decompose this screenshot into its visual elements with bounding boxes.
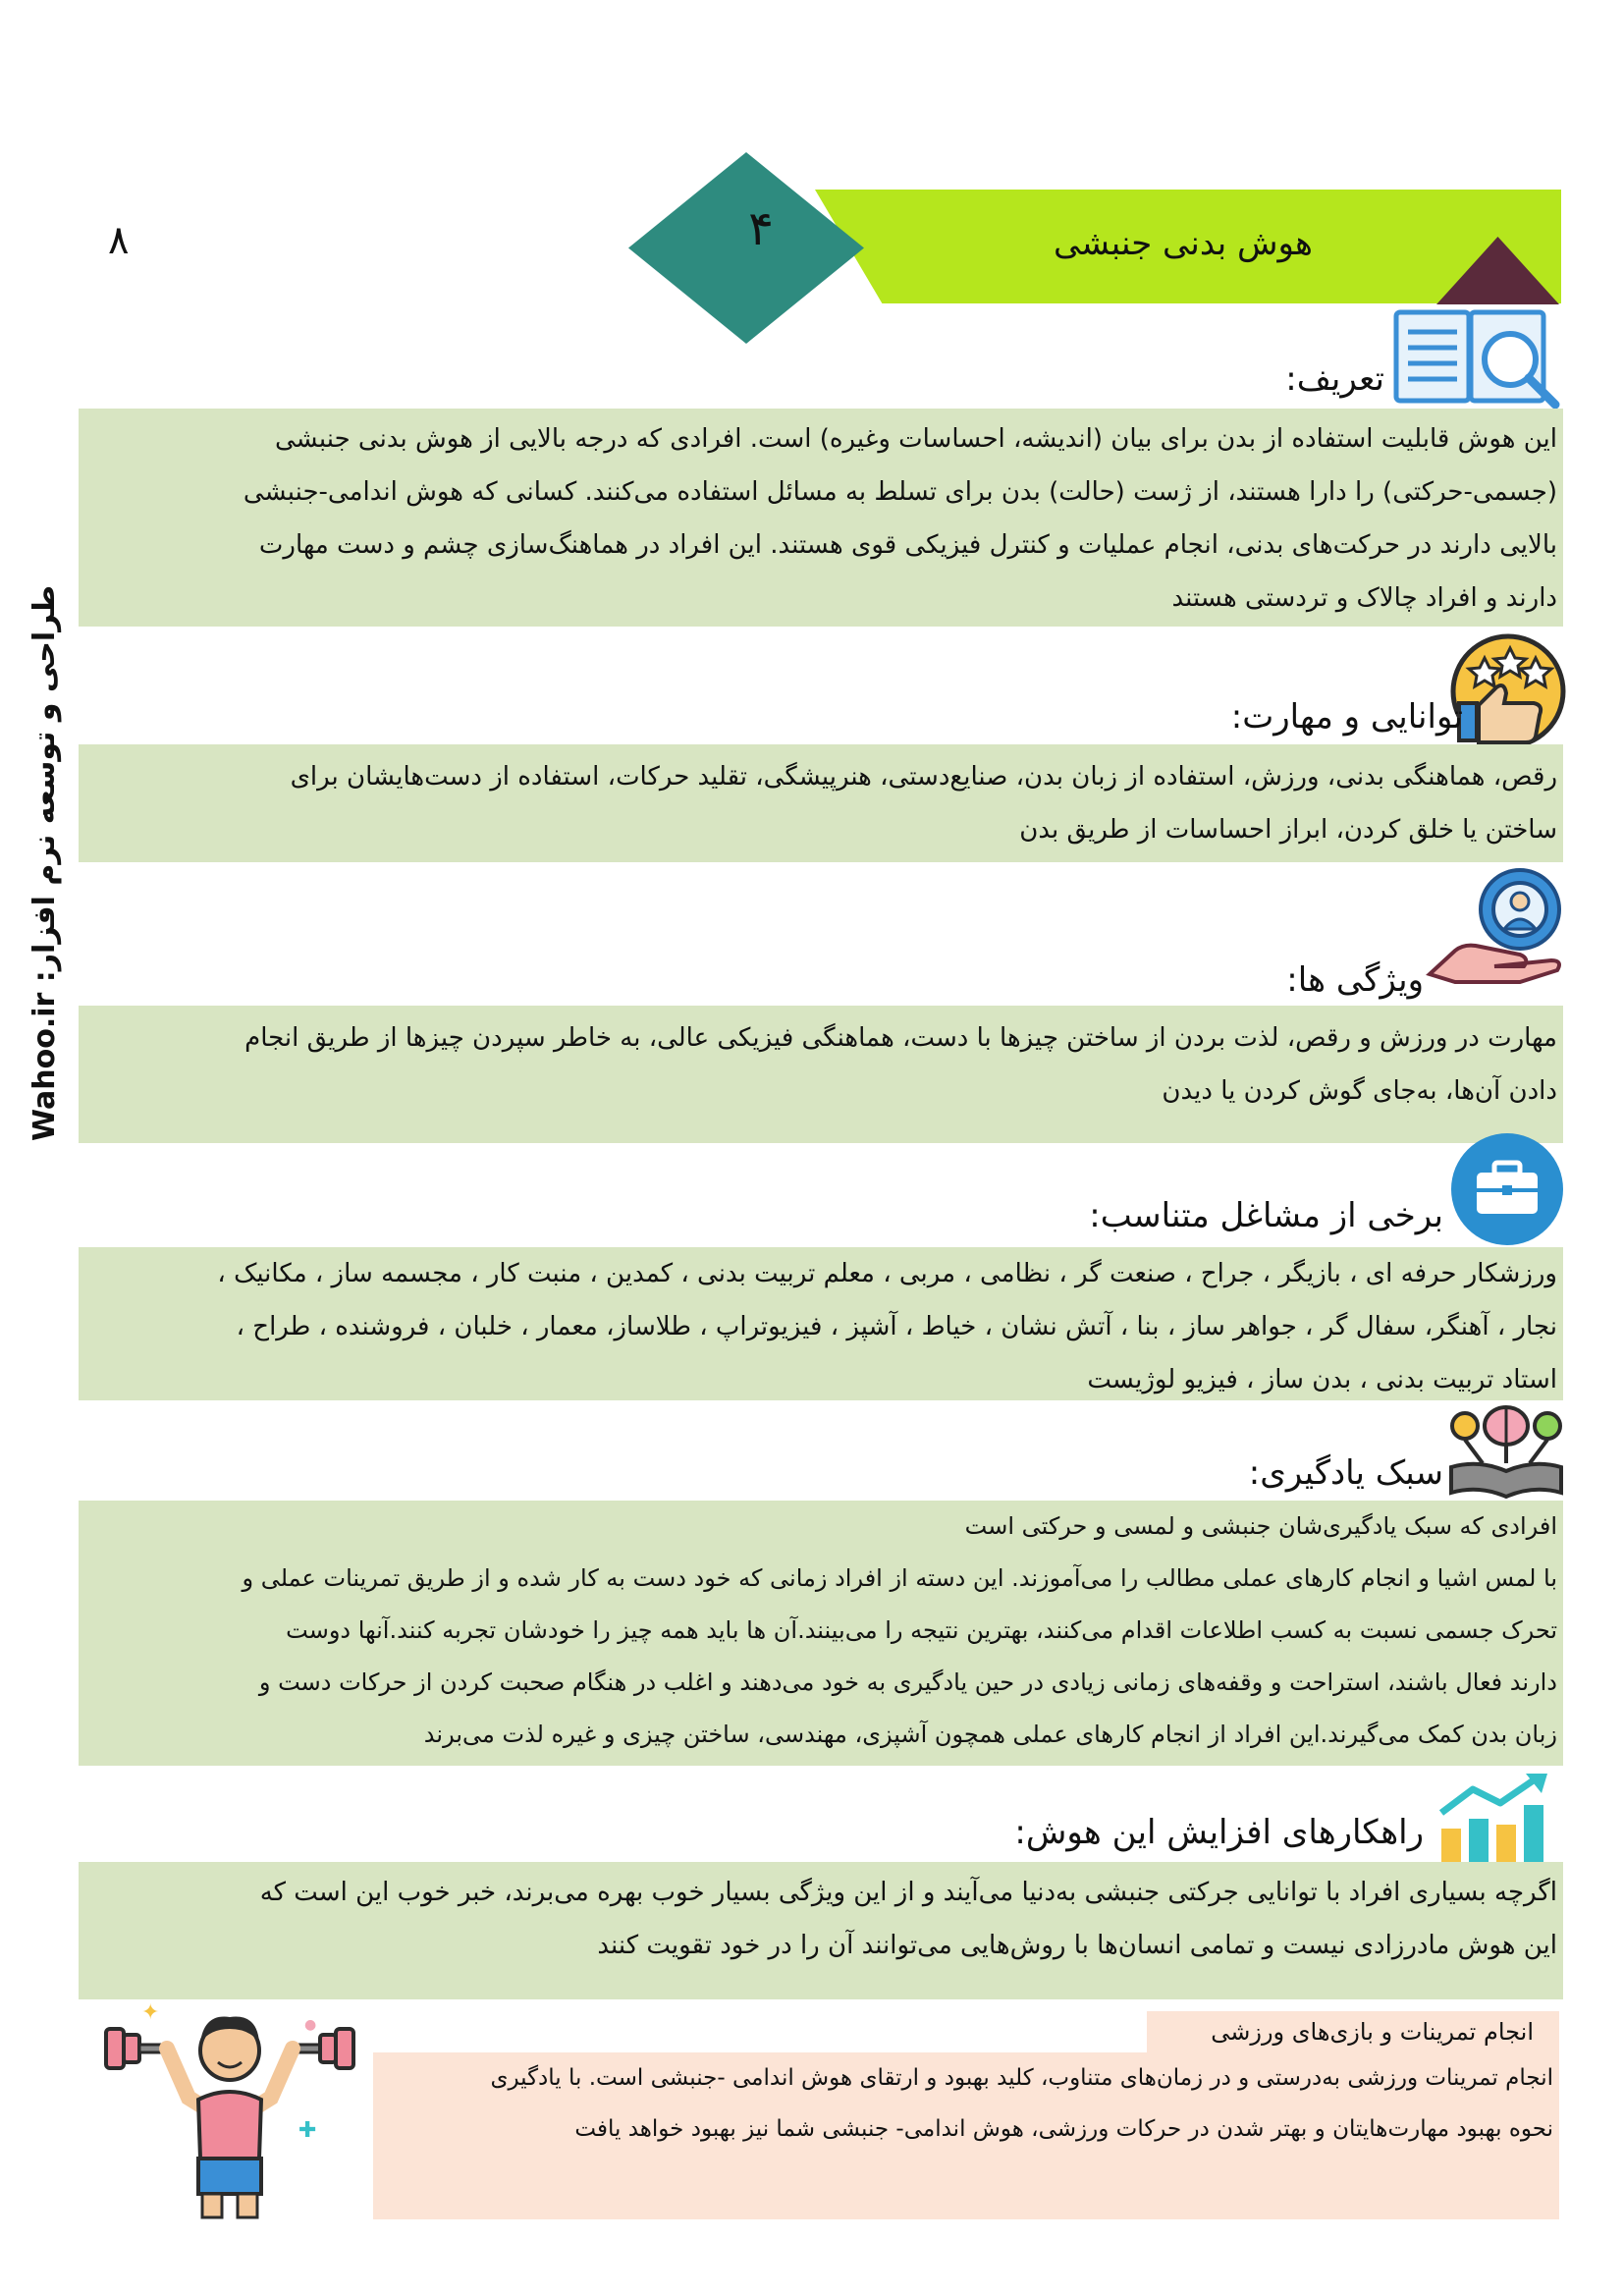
tip-line: انجام تمرینات ورزشی به‌درستی و در زمان‌های متناوب، کلید بهبود و ارتقای هوش اندامی -جنبشی است. با یادگیری (490, 2065, 1553, 2091)
book-search-icon (1392, 306, 1565, 410)
learning-style-line: افرادی که سبک یادگیری‌شان جنبشی و لمسی و حرکتی است (964, 1512, 1557, 1540)
learning-style-line: تحرک جسمی نسبت به کسب اطلاعات اقدام می‌کنند، بهترین نتیجه را می‌بینند.آن ها باید همه چیز را خودشان تجربه کنند.آنها دوست (286, 1616, 1557, 1644)
tip-label: انجام تمرینات و بازی‌های ورزشی (1147, 2011, 1559, 2052)
section-title-abilities: توانایی و مهارت: (1230, 697, 1463, 737)
svg-text:✦: ✦ (141, 2000, 160, 2025)
learning-style-line: زبان بدن کمک می‌گیرند.این افراد از انجام کارهای عملی همچون آشپزی، مهندسی، ساختن چیزی و غیره لذت می‌برند (423, 1721, 1557, 1748)
section-box-characteristics (79, 1006, 1563, 1143)
svg-text:✚: ✚ (298, 2118, 317, 2143)
page-number: ۸ (108, 218, 130, 263)
definition-line: (جسمی-حرکتی) را دارا هستند، از ژست (حالت) بدن برای تسلط به مسائل استفاده می‌کنند. کسانی که هوش اندامی-جنبشی (243, 477, 1557, 507)
learning-style-line: دارند فعال باشند، استراحت و وقفه‌های زمانی زیادی در حین یادگیری به خود می‌دهند و اغلب در هنگام صحبت کردن از حرکات دست و (258, 1668, 1557, 1696)
strategies-line: اگرچه بسیاری افراد با توانایی جرکتی جنبشی به‌دنیا می‌آیند و از این ویژگی بسیار خوب بهره می‌برند، خبر خوب این است که (259, 1878, 1557, 1907)
definition-line: این هوش قابلیت استفاده از بدن برای بیان (اندیشه، احساسات وغیره) است. افرادی که درجه بالایی از هوش بدنی جنبشی (275, 424, 1557, 454)
section-title-strategies: راهکارهای افزایش این هوش: (1014, 1813, 1424, 1852)
abilities-line: رقص، هماهنگی بدنی، ورزش، استفاده از زبان بدن، صنایع‌دستی، هنرپیشگی، تقلید حرکات، استفاده از دست‌هایشان برای (290, 762, 1557, 792)
section-box-strategies (79, 1862, 1563, 1999)
page-title: هوش بدنی جنبشی (1054, 224, 1313, 263)
strategies-line: این هوش مادرزادی نیست و تمامی انسان‌ها با روش‌هایی می‌توانند آن را در خود تقویت کنند (597, 1931, 1557, 1960)
careers-line: نجار ، آهنگر، سفال گر ، جواهر ساز ، بنا ، آتش نشان ، خیاط ، آشپز ، فیزیوتراپ ، طلاساز، معمار ، خلبان ، فروشنده ، طراح ، (236, 1312, 1557, 1341)
definition-line: بالایی دارند در حرکت‌های بدنی، انجام عملیات و کنترل فیزیکی قوی هستند. این افراد در هماهنگ‌سازی چشم و دست مهارت (258, 530, 1557, 560)
learning-style-line: با لمس اشیا و انجام کارهای عملی مطالب را می‌آموزند. این دسته از افراد زمانی که خود دست به کار شده و از طریق تمرینات عملی و (242, 1564, 1557, 1592)
growth-chart-icon (1435, 1774, 1551, 1864)
definition-line: دارند و افراد چالاک و تردستی هستند (1171, 583, 1557, 613)
section-box-definition (79, 409, 1563, 627)
section-box-learning-style (79, 1501, 1563, 1766)
careers-line: استاد تربیت بدنی ، بدن ساز ، فیزیو لوژیست (1087, 1365, 1557, 1394)
characteristics-line: دادن آن‌ها، به‌جای گوش کردن یا دیدن (1162, 1076, 1557, 1106)
svg-text:●: ● (304, 2017, 317, 2033)
section-title-careers: برخی از مشاغل متناسب: (1089, 1196, 1443, 1235)
thumbs-up-stars-icon (1445, 632, 1583, 746)
section-box-careers (79, 1247, 1563, 1400)
careers-line: ورزشکار حرفه ای ، بازیگر ، جراح ، صنعت گر ، نظامی ، مربی ، معلم تربیت بدنی ، کمدین ، منبت کار ، مجسمه ساز ، مکانیک ، (217, 1259, 1557, 1288)
chapter-number: ۴ (748, 201, 774, 256)
tip-box (373, 2052, 1559, 2219)
hand-gear-person-icon (1426, 864, 1583, 986)
section-box-abilities (79, 744, 1563, 862)
tip-line: نحوه بهبود مهارت‌هایتان و بهتر شدن در حرکات ورزشی، هوش اندامی- جنبشی شما نیز بهبود خواهد یافت (574, 2116, 1553, 2142)
section-title-learning-style: سبک یادگیری: (1248, 1453, 1443, 1493)
briefcase-icon (1449, 1131, 1565, 1247)
section-title-characteristics: ویژگی ها: (1286, 960, 1424, 1000)
section-title-definition: تعریف: (1285, 359, 1384, 399)
dumbbell-person-icon (102, 1990, 357, 2225)
abilities-line: ساختن یا خلق کردن، ابراز احساسات از طریق بدن (1019, 815, 1557, 845)
brain-book-icon (1443, 1402, 1569, 1501)
side-credit: طراحی و توسعه نرم افزار: Wahoo.ir (27, 585, 62, 1142)
characteristics-line: مهارت در ورزش و رقص، لذت بردن از ساختن چیزها با دست، هماهنگی فیزیکی عالی، به خاطر سپردن چیزها از طریق انجام (244, 1023, 1557, 1053)
